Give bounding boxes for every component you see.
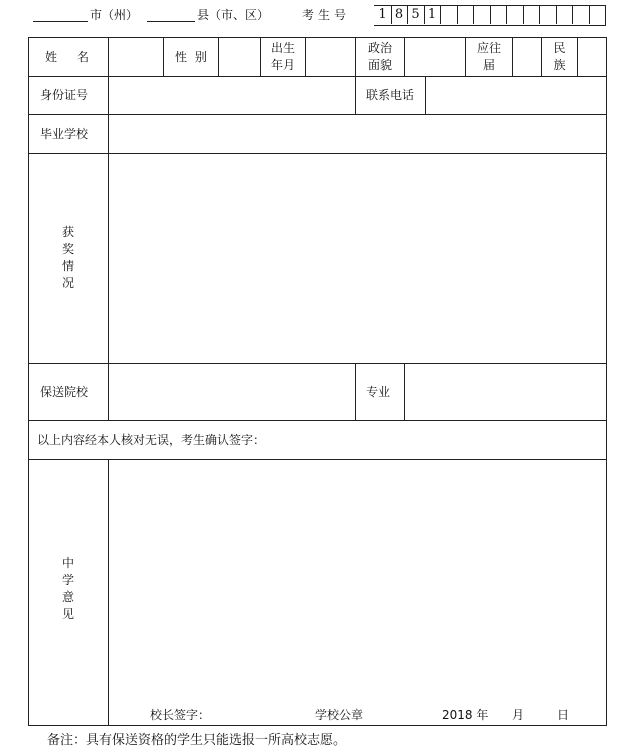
political-label-line1: 政治 bbox=[367, 41, 392, 55]
name-field[interactable] bbox=[109, 38, 162, 75]
exam-no-divider bbox=[556, 5, 557, 24]
ethnic-label bbox=[542, 40, 577, 74]
birth-label bbox=[261, 40, 305, 74]
gender-label: 性 别 bbox=[175, 50, 209, 64]
exam-no-digit[interactable]: 1 bbox=[378, 7, 387, 22]
exam-no-divider bbox=[523, 5, 524, 24]
school-label: 毕业学校 bbox=[40, 127, 89, 141]
awards-label bbox=[61, 224, 75, 292]
exam-no-divider bbox=[457, 5, 458, 24]
phone-label: 联系电话 bbox=[366, 88, 415, 102]
exam-no-divider bbox=[589, 5, 590, 24]
exam-no-label: 考生号 bbox=[302, 8, 351, 22]
ethnic-label-line2: 族 bbox=[553, 58, 566, 72]
graduate-label bbox=[466, 40, 512, 74]
confirm-statement: 以上内容经本人核对无误，考生确认签字： bbox=[37, 433, 266, 447]
county-blank[interactable] bbox=[147, 21, 195, 22]
graduate-label-line2: 届 bbox=[482, 58, 495, 72]
city-blank[interactable] bbox=[33, 21, 88, 22]
exam-no-digit[interactable]: 5 bbox=[411, 7, 420, 22]
awards-char-3: 情 bbox=[61, 259, 74, 273]
exam-no-digit[interactable]: 8 bbox=[394, 7, 404, 22]
date-month: 月 bbox=[512, 708, 525, 722]
ethnic-field[interactable] bbox=[578, 38, 606, 75]
school-opinion-label bbox=[61, 555, 75, 623]
exam-no-divider bbox=[539, 5, 540, 24]
date-year: 2018 年 bbox=[442, 708, 489, 722]
opinion-char-4: 见 bbox=[61, 607, 74, 621]
city-suffix: 市（州） bbox=[90, 8, 139, 22]
school-seal-label: 学校公章 bbox=[315, 708, 364, 722]
awards-char-1: 获 bbox=[61, 225, 74, 239]
name-label: 姓 名 bbox=[45, 50, 94, 64]
political-label-line2: 面貌 bbox=[367, 58, 392, 72]
school-opinion-field[interactable] bbox=[109, 460, 606, 700]
exam-no-divider bbox=[440, 5, 441, 24]
birth-label-line1: 出生 bbox=[270, 41, 295, 55]
opinion-char-1: 中 bbox=[61, 556, 74, 570]
college-field[interactable] bbox=[109, 364, 354, 419]
gender-field[interactable] bbox=[219, 38, 259, 75]
exam-no-divider bbox=[473, 5, 474, 24]
id-number-field[interactable] bbox=[109, 77, 354, 113]
major-label: 专业 bbox=[366, 385, 391, 399]
awards-char-2: 奖 bbox=[61, 242, 74, 256]
principal-signature-label: 校长签字： bbox=[150, 708, 211, 722]
graduate-label-line1: 应往 bbox=[476, 41, 501, 55]
exam-no-divider bbox=[572, 5, 573, 24]
political-label bbox=[356, 40, 404, 74]
school-field[interactable] bbox=[109, 115, 606, 152]
political-field[interactable] bbox=[405, 38, 464, 75]
awards-field[interactable] bbox=[109, 154, 606, 362]
phone-field[interactable] bbox=[426, 77, 606, 113]
ethnic-label-line1: 民 bbox=[553, 41, 566, 55]
college-label: 保送院校 bbox=[40, 385, 89, 399]
graduate-field[interactable] bbox=[513, 38, 540, 75]
date-day: 日 bbox=[557, 708, 570, 722]
exam-no-digit[interactable]: 1 bbox=[427, 7, 437, 22]
exam-no-divider bbox=[490, 5, 491, 24]
county-suffix: 县（市、区） bbox=[197, 8, 270, 22]
id-number-label: 身份证号 bbox=[40, 88, 89, 102]
opinion-char-3: 意 bbox=[61, 590, 74, 604]
candidate-signature-field[interactable] bbox=[300, 421, 606, 458]
birth-field[interactable] bbox=[306, 38, 354, 75]
birth-label-line2: 年月 bbox=[270, 58, 295, 72]
opinion-char-2: 学 bbox=[61, 573, 74, 587]
major-field[interactable] bbox=[405, 364, 606, 419]
footnote: 备注：具有保送资格的学生只能选报一所高校志愿。 bbox=[47, 733, 347, 748]
exam-no-divider bbox=[506, 5, 507, 24]
awards-char-4: 况 bbox=[61, 276, 74, 290]
